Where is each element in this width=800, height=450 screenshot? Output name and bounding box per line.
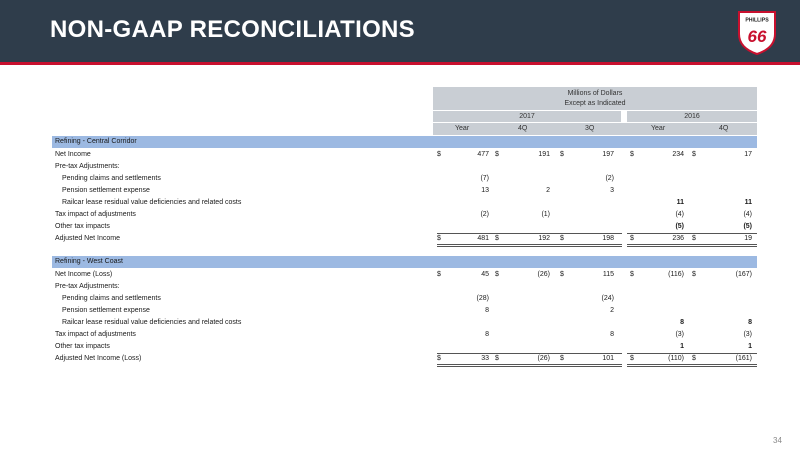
value-cell: 8 bbox=[485, 307, 489, 314]
value-cell: 101 bbox=[602, 355, 614, 362]
value-cell: 481 bbox=[477, 235, 489, 242]
row-label: Pending claims and settlements bbox=[62, 295, 161, 302]
dollar-sign: $ bbox=[692, 355, 696, 362]
row-label: Pension settlement expense bbox=[62, 187, 150, 194]
value-cell: (2) bbox=[480, 211, 489, 218]
section-header bbox=[52, 256, 757, 268]
row-label: Tax impact of adjustments bbox=[55, 331, 136, 338]
dollar-sign: $ bbox=[630, 355, 634, 362]
value-cell: (161) bbox=[735, 355, 752, 362]
value-cell: 11 bbox=[676, 199, 684, 206]
value-cell: (24) bbox=[601, 295, 614, 302]
value-cell: (110) bbox=[668, 355, 684, 362]
row-label: Net Income bbox=[55, 151, 91, 158]
total-double-rule bbox=[437, 366, 622, 367]
table-row bbox=[52, 341, 757, 353]
total-double-rule bbox=[437, 246, 622, 247]
value-cell: 13 bbox=[481, 187, 489, 194]
table-row bbox=[52, 173, 757, 185]
dollar-sign: $ bbox=[692, 151, 696, 158]
row-label: Adjusted Net Income bbox=[55, 235, 120, 242]
period-label: 4Q bbox=[719, 125, 729, 132]
logo-text: PHILLIPS bbox=[745, 17, 769, 24]
value-cell: 236 bbox=[672, 235, 684, 242]
page-number: 34 bbox=[773, 436, 782, 445]
period-label: Year bbox=[651, 125, 666, 132]
value-cell: 2 bbox=[610, 307, 614, 314]
dollar-sign: $ bbox=[630, 235, 634, 242]
section-title: Refining - Central Corridor bbox=[55, 138, 137, 145]
page-title: NON-GAAP RECONCILIATIONS bbox=[50, 16, 415, 43]
table-row bbox=[52, 185, 757, 197]
dollar-sign: $ bbox=[560, 151, 564, 158]
table-row bbox=[52, 221, 757, 233]
value-cell: 11 bbox=[744, 199, 752, 206]
dollar-sign: $ bbox=[630, 271, 634, 278]
dollar-sign: $ bbox=[437, 151, 441, 158]
value-cell: 45 bbox=[481, 271, 489, 278]
table-row bbox=[52, 269, 757, 281]
total-double-rule bbox=[437, 244, 622, 245]
table-row bbox=[52, 281, 757, 293]
value-cell: (116) bbox=[668, 271, 684, 278]
column-header-units bbox=[433, 87, 757, 110]
table-row bbox=[52, 161, 757, 173]
year-2016-label: 2016 bbox=[684, 113, 700, 120]
total-double-rule bbox=[627, 246, 757, 247]
value-cell: 191 bbox=[538, 151, 550, 158]
slide-header bbox=[0, 0, 800, 62]
row-label: Railcar lease residual value deficiencies and related costs bbox=[62, 199, 242, 206]
row-label: Railcar lease residual value deficiencies and related costs bbox=[62, 319, 242, 326]
row-label: Pending claims and settlements bbox=[62, 175, 161, 182]
dollar-sign: $ bbox=[630, 151, 634, 158]
total-rule bbox=[437, 233, 622, 234]
value-cell: (1) bbox=[541, 211, 550, 218]
column-header-periods bbox=[433, 123, 757, 135]
total-rule bbox=[627, 233, 757, 234]
row-label: Pre-tax Adjustments: bbox=[55, 283, 120, 290]
dollar-sign: $ bbox=[692, 235, 696, 242]
value-cell: 19 bbox=[744, 235, 752, 242]
value-cell: 477 bbox=[477, 151, 489, 158]
total-rule bbox=[627, 353, 757, 354]
value-cell: 234 bbox=[672, 151, 684, 158]
dollar-sign: $ bbox=[692, 271, 696, 278]
value-cell: (5) bbox=[743, 223, 752, 230]
dollar-sign: $ bbox=[560, 355, 564, 362]
value-cell: 8 bbox=[610, 331, 614, 338]
column-header-2017 bbox=[433, 111, 621, 122]
total-rule bbox=[437, 353, 622, 354]
units-line-1: Millions of Dollars bbox=[567, 90, 623, 97]
total-double-rule bbox=[627, 366, 757, 367]
dollar-sign: $ bbox=[495, 151, 499, 158]
row-label: Adjusted Net Income (Loss) bbox=[55, 355, 142, 362]
value-cell: (3) bbox=[675, 331, 684, 338]
header-accent-line bbox=[0, 62, 800, 65]
value-cell: 1 bbox=[680, 343, 684, 350]
value-cell: (26) bbox=[537, 271, 550, 278]
row-label: Tax impact of adjustments bbox=[55, 211, 136, 218]
value-cell: (4) bbox=[743, 211, 752, 218]
value-cell: (4) bbox=[675, 211, 684, 218]
dollar-sign: $ bbox=[495, 271, 499, 278]
dollar-sign: $ bbox=[495, 235, 499, 242]
total-double-rule bbox=[437, 364, 622, 365]
total-double-rule bbox=[627, 244, 757, 245]
value-cell: 1 bbox=[748, 343, 752, 350]
total-double-rule bbox=[627, 364, 757, 365]
value-cell: 8 bbox=[680, 319, 684, 326]
value-cell: (26) bbox=[537, 355, 550, 362]
table-row bbox=[52, 197, 757, 209]
table-row bbox=[52, 305, 757, 317]
column-header-2016 bbox=[627, 111, 757, 122]
row-label: Other tax impacts bbox=[55, 223, 110, 230]
value-cell: 2 bbox=[546, 187, 550, 194]
value-cell: 8 bbox=[748, 319, 752, 326]
row-label: Pre-tax Adjustments: bbox=[55, 163, 120, 170]
dollar-sign: $ bbox=[560, 271, 564, 278]
table-row bbox=[52, 329, 757, 341]
section-header bbox=[52, 136, 757, 148]
dollar-sign: $ bbox=[437, 355, 441, 362]
year-2017-label: 2017 bbox=[519, 113, 535, 120]
value-cell: 115 bbox=[602, 271, 614, 278]
section-title: Refining - West Coast bbox=[55, 258, 123, 265]
table-row bbox=[52, 209, 757, 221]
dollar-sign: $ bbox=[437, 271, 441, 278]
period-label: 3Q bbox=[585, 125, 595, 132]
row-label: Pension settlement expense bbox=[62, 307, 150, 314]
value-cell: 197 bbox=[602, 151, 614, 158]
logo-number: 66 bbox=[747, 27, 767, 46]
value-cell: (167) bbox=[735, 271, 752, 278]
row-label: Net Income (Loss) bbox=[55, 271, 113, 278]
dollar-sign: $ bbox=[437, 235, 441, 242]
dollar-sign: $ bbox=[495, 355, 499, 362]
period-label: Year bbox=[455, 125, 470, 132]
dollar-sign: $ bbox=[560, 235, 564, 242]
period-label: 4Q bbox=[518, 125, 528, 132]
value-cell: (3) bbox=[743, 331, 752, 338]
row-label: Other tax impacts bbox=[55, 343, 110, 350]
value-cell: (5) bbox=[675, 223, 684, 230]
value-cell: (2) bbox=[605, 175, 614, 182]
table-row bbox=[52, 293, 757, 305]
table-row bbox=[52, 149, 757, 161]
table-row bbox=[52, 317, 757, 329]
value-cell: (28) bbox=[476, 295, 489, 302]
units-line-2: Except as Indicated bbox=[564, 100, 626, 107]
value-cell: 3 bbox=[610, 187, 614, 194]
value-cell: (7) bbox=[480, 175, 489, 182]
value-cell: 192 bbox=[538, 235, 550, 242]
phillips-66-logo bbox=[735, 8, 779, 56]
value-cell: 33 bbox=[481, 355, 489, 362]
value-cell: 198 bbox=[602, 235, 614, 242]
value-cell: 8 bbox=[485, 331, 489, 338]
value-cell: 17 bbox=[744, 151, 752, 158]
